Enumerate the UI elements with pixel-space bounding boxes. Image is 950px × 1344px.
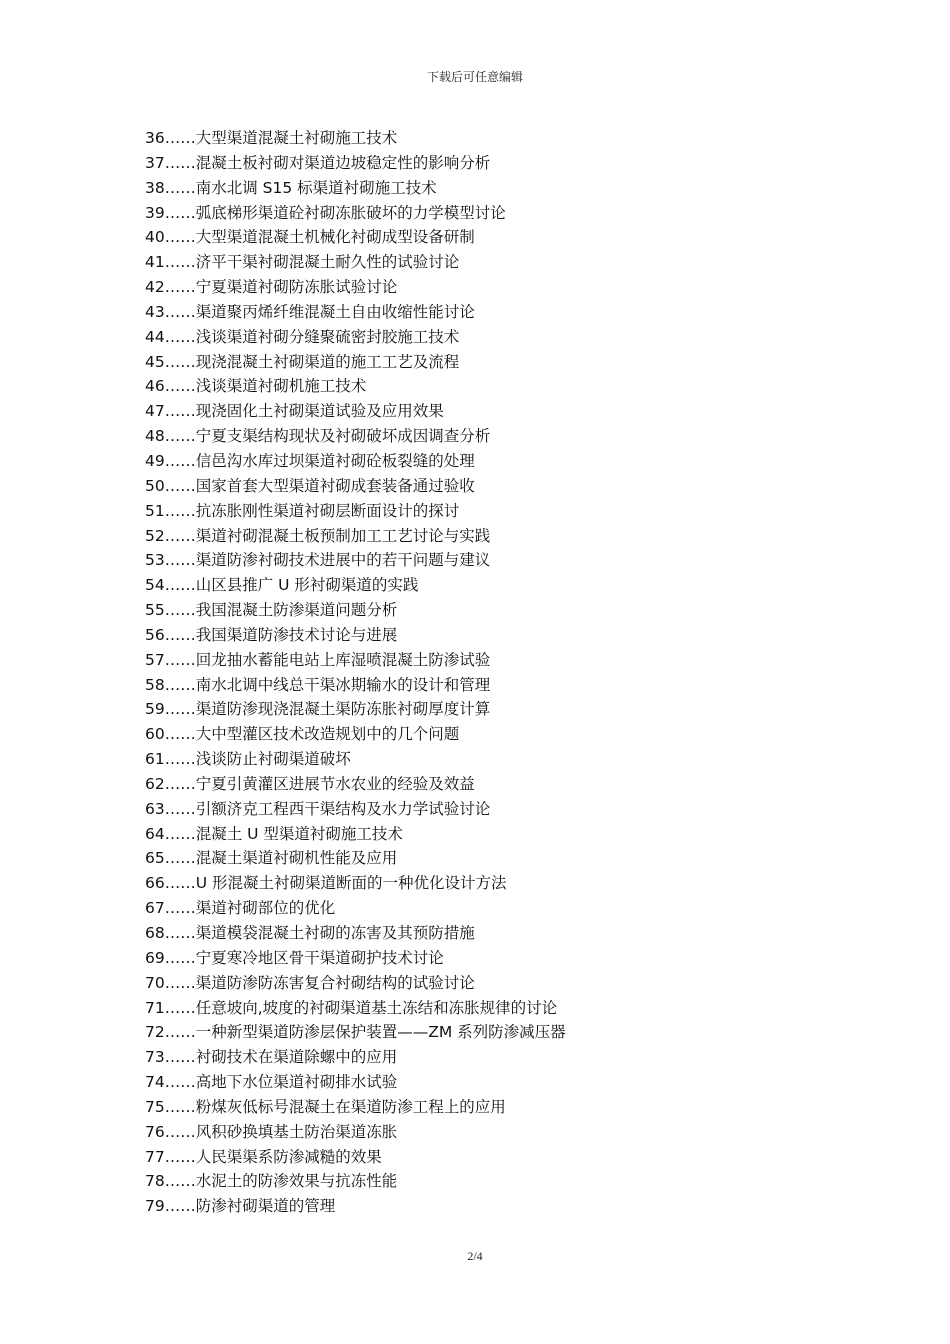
toc-item: 75……粉煤灰低标号混凝土在渠道防渗工程上的应用	[145, 1097, 506, 1116]
toc-item: 45……现浇混凝土衬砌渠道的施工工艺及流程	[145, 352, 460, 371]
toc-item: 50……国家首套大型渠道衬砌成套装备通过验收	[145, 476, 475, 495]
toc-item: 38……南水北调 S15 标渠道衬砌施工技术	[145, 178, 437, 197]
toc-item: 66……U 形混凝土衬砌渠道断面的一种优化设计方法	[145, 874, 507, 893]
toc-item: 67……渠道衬砌部位的优化	[145, 899, 336, 918]
toc-item: 47……现浇固化土衬砌渠道试验及应用效果	[145, 402, 444, 421]
toc-item: 63……引额济克工程西干渠结构及水力学试验讨论	[145, 799, 491, 818]
toc-item: 44……浅谈渠道衬砌分缝聚硫密封胶施工技术	[145, 327, 460, 346]
toc-item: 39……弧底梯形渠道砼衬砌冻胀破坏的力学模型讨论	[145, 203, 506, 222]
toc-item: 70……渠道防渗防冻害复合衬砌结构的试验讨论	[145, 973, 475, 992]
toc-item: 40……大型渠道混凝土机械化衬砌成型设备研制	[145, 228, 475, 247]
toc-item: 69……宁夏寒冷地区骨干渠道砌护技术讨论	[145, 948, 444, 967]
page-number: 2/4	[467, 1249, 483, 1263]
toc-item: 49……信邑沟水库过坝渠道衬砌砼板裂缝的处理	[145, 451, 475, 470]
toc-item: 58……南水北调中线总干渠冰期输水的设计和管理	[145, 675, 491, 694]
toc-item: 43……渠道聚丙烯纤维混凝土自由收缩性能讨论	[145, 302, 475, 321]
toc-item: 36……大型渠道混凝土衬砌施工技术	[145, 129, 398, 147]
toc-item: 60……大中型灌区技术改造规划中的几个问题	[145, 725, 460, 744]
toc-item: 46……浅谈渠道衬砌机施工技术	[145, 377, 367, 396]
toc-item: 53……渠道防渗衬砌技术进展中的若干问题与建议	[145, 551, 491, 570]
toc-item: 56……我国渠道防渗技术讨论与进展	[145, 625, 398, 644]
toc-item: 68……渠道模袋混凝土衬砌的冻害及其预防措施	[145, 924, 475, 942]
toc-item: 76……风积砂换填基土防治渠道冻胀	[145, 1122, 398, 1141]
toc-item: 77……人民渠渠系防渗减糙的效果	[145, 1147, 382, 1166]
toc-item: 61……浅谈防止衬砌渠道破坏	[145, 750, 351, 769]
page-header: 下载后可任意编辑	[426, 70, 523, 84]
toc-item: 41……济平干渠衬砌混凝土耐久性的试验讨论	[145, 253, 460, 272]
toc-item: 65……混凝土渠道衬砌机性能及应用	[145, 849, 398, 868]
toc-item: 48……宁夏支渠结构现状及衬砌破坏成因调查分析	[145, 427, 491, 446]
toc-item: 54……山区县推广 U 形衬砌渠道的实践	[145, 576, 419, 595]
toc-item: 42……宁夏渠道衬砌防冻胀试验讨论	[145, 278, 398, 297]
toc-item: 51……抗冻胀刚性渠道衬砌层断面设计的探讨	[145, 501, 460, 520]
toc-item: 73……衬砌技术在渠道除螺中的应用	[145, 1048, 398, 1067]
toc-item: 37……混凝土板衬砌对渠道边坡稳定性的影响分析	[145, 153, 491, 172]
toc-item: 72……一种新型渠道防渗层保护装置——ZM 系列防渗减压器	[145, 1023, 566, 1042]
toc-item: 52……渠道衬砌混凝土板预制加工工艺讨论与实践	[145, 526, 491, 545]
toc-item: 78……水泥土的防渗效果与抗冻性能	[145, 1172, 398, 1191]
toc-item: 57……回龙抽水蓄能电站上库湿喷混凝土防渗试验	[145, 650, 491, 669]
toc-item: 79……防渗衬砌渠道的管理	[145, 1197, 336, 1216]
toc-item: 59……渠道防渗现浇混凝土渠防冻胀衬砌厚度计算	[145, 700, 491, 719]
toc-item: 62……宁夏引黄灌区进展节水农业的经验及效益	[145, 774, 475, 793]
toc-item: 71……任意坡向,坡度的衬砌渠道基土冻结和冻胀规律的讨论	[145, 998, 558, 1017]
toc-item: 55……我国混凝土防渗渠道问题分析	[145, 601, 398, 620]
toc-item: 64……混凝土 U 型渠道衬砌施工技术	[145, 824, 403, 843]
toc-list	[145, 126, 845, 1219]
toc-item: 74……高地下水位渠道衬砌排水试验	[145, 1073, 398, 1092]
